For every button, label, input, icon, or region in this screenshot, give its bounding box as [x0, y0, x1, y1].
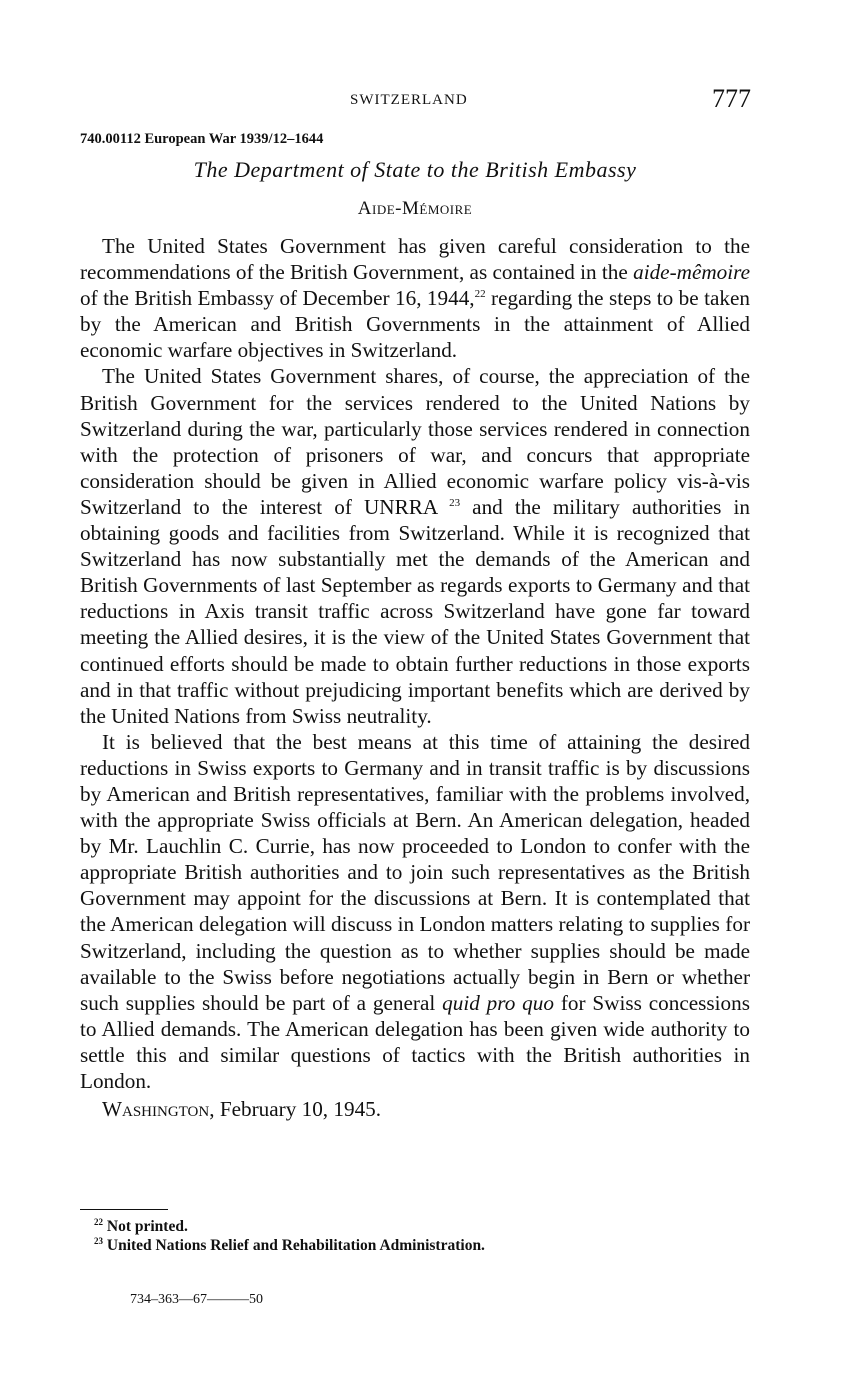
footnote-ref-23: 23 — [449, 496, 461, 509]
paragraph-3-text: It is believed that the best means at this time of attaining the desired reductions in Swiss exports to Germany and in transit traffic is by discussions by American and British representatives, familiar with the problems involved, with the appropriate Swiss officials at Bern. An American delegation, headed by Mr. Lauchlin C. Currie, has now proceeded to London to confer with the appropriate British authorities and to join such representatives as the British Government may appoint for the discussions at Bern. It is contemplated that the American delegation will discuss in London matters relating to supplies for Switzerland, including the question as to whether supplies should be made available to the Swiss before negotiations actually begin in Bern or whether such supplies should be part of a general — [80, 729, 750, 1015]
paragraph-3 — [80, 729, 750, 1094]
file-number: 740.00112 European War 1939/12–1644 — [80, 131, 324, 147]
footnote-number: 23 — [94, 1236, 103, 1246]
paragraph-3-italic: quid pro quo — [442, 990, 554, 1015]
footnote-ref-22: 22 — [474, 288, 486, 301]
paragraph-1-italic: aide-mêmoire — [633, 260, 750, 285]
footnote-divider — [80, 1209, 168, 1210]
footnote — [94, 1217, 485, 1236]
document-heading: The Department of State to the British Embassy — [193, 157, 637, 182]
footnotes — [94, 1217, 485, 1255]
paragraph-2 — [80, 363, 750, 728]
paragraph-2-text: and the military authorities in obtaining goods and facilities from Switzerland. While it is recognized that Switzerland has now substantially met the demands of the American and British Governments of last September as regards exports to Germany and that reductions in Axis transit traffic across Switzerland have gone far toward meeting the Allied desires, it is the view of the United States Government that continued efforts should be made to obtain further reductions in those exports and in that traffic without prejudicing important benefits which are derived by the United Nations from Swiss neutrality. — [80, 494, 750, 728]
signature-place: Washington — [102, 1097, 210, 1122]
paragraph-1-text: of the British Embassy of December 16, 1944, — [80, 286, 475, 311]
paragraph-1-text: regarding the steps to be taken by the American and British Governments in the attainment of Allied economic warfare objectives in Switzerland. — [80, 286, 750, 363]
running-head — [0, 84, 855, 114]
signature-date: , February 10, 1945. — [209, 1097, 382, 1122]
paragraph-2-text: The United States Government shares, of course, the appreciation of the British Government for the services rendered to the United Nations by Switzerland during the war, particularly those services rendered in connection with the protection of prisoners of war, and concurs that appropriate consideration should be given in Allied economic warfare policy vis-à-vis Switzerland to the interest of UNRRA — [80, 364, 750, 519]
footnote-text: United Nations Relief and Rehabilitation Administration. — [106, 1237, 485, 1254]
paragraph-3-text: for Swiss concessions to Allied demands. The American delegation has been given wide authority to settle this and similar questions of tactics with the British authorities in London. — [80, 990, 750, 1093]
paragraph-1 — [80, 233, 750, 363]
document-body — [80, 233, 750, 1122]
footnote-number: 22 — [94, 1217, 103, 1227]
running-title: SWITZERLAND — [350, 92, 468, 108]
printer-code: 734–363—67———50 — [130, 1292, 263, 1307]
document-subheading: Aide-Mémoire — [357, 198, 473, 219]
paragraph-1-text: The United States Government has given careful consideration to the recommendations of the British Government, as contained in the — [80, 234, 750, 285]
footnote-text: Not printed. — [106, 1218, 188, 1235]
signature-line — [80, 1096, 750, 1122]
page-number: 777 — [712, 84, 751, 113]
footnote — [94, 1236, 485, 1255]
